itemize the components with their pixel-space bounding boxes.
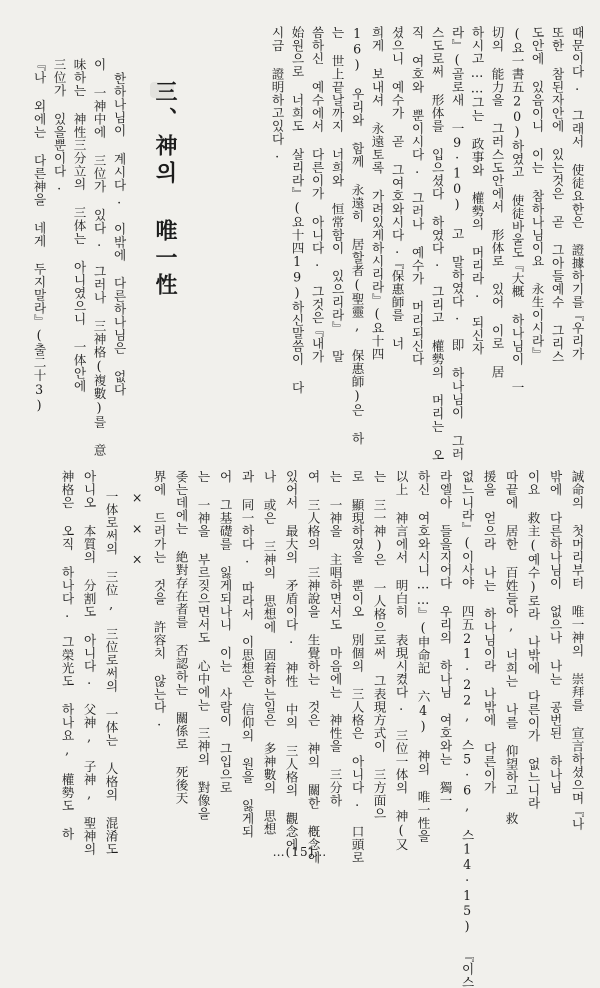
text-column: 이요 救主(예수)로라 나밖에 다른이가 없느니라 xyxy=(525,470,541,810)
text-column: 좆는데에는 絶對存在者를 否認하는 關係로 死後天 xyxy=(173,470,189,805)
text-column: 始원으로 너희도 살리라』(요十四19)하신말씀이 다 xyxy=(289,26,305,394)
text-column: 界에 드러가는 것을 許容치 않는다. xyxy=(151,470,167,729)
text-column: 는 一神을 主唱하면서도 마음에는 神性을 三分하 xyxy=(327,470,343,807)
text-column: 神格은 오직 하나다. 그榮光도 하나요, 權勢도 하 xyxy=(59,470,75,841)
text-column: 과 同一하다. 따라서 이思想은 信仰의 원을 잃게되 xyxy=(239,470,255,838)
text-column: 는 三一神)은 一人格으로써 그表現方式이 三方面으 xyxy=(371,470,387,820)
page-number: …(15)… xyxy=(272,845,328,859)
text-column: 따끝에 居한 百姓들아, 너희는 나를 仰望하고 救 xyxy=(503,470,519,825)
text-column: 一体로써의 三位, 三位로써의 一体는 人格의 混淆도 xyxy=(103,490,119,856)
text-column: 여 三人格의 三神說을 生覺하는 것은 神의 關한 槪念에 xyxy=(305,470,321,864)
text-column: 직 여호와 뿐이시다. 그러나 예수가 머리되신다 xyxy=(409,26,425,366)
text-column: 하시고……그는 政事와 權勢의 머리라. 되신자 xyxy=(469,26,485,355)
text-column: 이 一神中에 三位가 있다. 그러나 三神格(複數)를 意 xyxy=(91,58,107,457)
section-divider: × × × xyxy=(129,490,145,567)
text-column: 하신 여호와시니……』(申命記 六4) 神의 唯一性을 xyxy=(415,470,431,843)
text-column: 없느니라』(이사야 四五21·22, 스5·6, 스14·15) 『이스 xyxy=(459,470,475,988)
text-column: 는 世上끝날까지 너희와 恒常함이 있으리라』 말 xyxy=(329,26,345,363)
text-column: 시금 證明하고있다. xyxy=(269,26,285,161)
text-column: 희게 보내셔 永遠토록 가려있게하시리라』(요十四 xyxy=(369,26,385,361)
text-column: 또한 참된자안에 있는것은 곧 그아들예수 그리스 xyxy=(549,26,565,363)
text-column: 나 或은 三神의 思想에 固着하는일은 多神數의 思想 xyxy=(261,470,277,836)
text-column: 로 顯現하였을 뿐이오 別個의 三人格은 아니다. 口頭로 xyxy=(349,470,365,864)
text-column: (요一書五20)하였고 使徒바울도『大概 하나님이 一 xyxy=(509,26,525,394)
text-column: 16) 우리와 함께 永遠히 居할者(聖靈, 保惠師)은 하 xyxy=(349,26,365,445)
text-column: 以上 神言에서 明白히 表現시켰다. 三位一体의 神(又 xyxy=(393,470,409,851)
text-column: 三位가 있을뿐이다. xyxy=(51,58,67,193)
text-column: 한하나님이 계시다. 이밖에 다른하나님은 없다 xyxy=(111,72,127,396)
section-heading: 三、神의 唯一性 xyxy=(152,80,178,300)
text-column: 誠命의 첫머리부터 唯一神의 崇拜를 宣言하셨으며『나 xyxy=(569,470,585,831)
text-column: 아니오 本質의 分割도 아니다. 父神, 子神, 聖神의 xyxy=(81,470,97,856)
text-column: 있어서 最大의 矛盾이다. 神性 中의 三人格의 觀念에 xyxy=(283,470,299,851)
text-column: 스도로써 形体를 입으셨다 하였다. 그리고 權勢의 머리는 오 xyxy=(429,26,445,462)
text-column: 切의 能力을 그러스도안에서 形体로 있어 이로 居 xyxy=(489,26,505,379)
text-column: 어 그基礎를 잃게되나니 이는 사람이 그입으로 xyxy=(217,470,233,794)
text-column: 씀하신 예수에서 다른이가 아니다. 그것은『내가 xyxy=(309,26,325,363)
text-column: 때문이다. 그래서 使徒요한은 證據하기를『우리가 xyxy=(569,26,585,361)
text-column: 『나 외에는 다른神을 네게 두지말라』(출二十3) xyxy=(31,58,47,413)
text-column: 밖에 다른하나님이 없으나 나는 공번된 하나님 xyxy=(547,470,563,794)
text-column: 라엘아 들을지어다 우리의 하나님 여호와는 獨一 xyxy=(437,470,453,807)
text-column: 도안에 있음이니 이는 참하나님이요 永生이시라』 xyxy=(529,26,545,361)
text-column: 라』(골로새 一9·10) 고 말하였다. 即 하나님이 그러 xyxy=(449,26,465,461)
text-column: 援을 얻으라 나는 하나님이라 나밖에 다른이가 xyxy=(481,470,497,794)
text-column: 셨으니 예수가 곧 그여호와시다.『保惠師를 너 xyxy=(389,26,405,350)
text-column: 는 一神을 부르짖으면서도 心中에는 三神의 對像을 xyxy=(195,470,211,820)
text-column: 味하는 神性三分立의 三体는 아니였으니 一体안에 xyxy=(71,58,87,393)
